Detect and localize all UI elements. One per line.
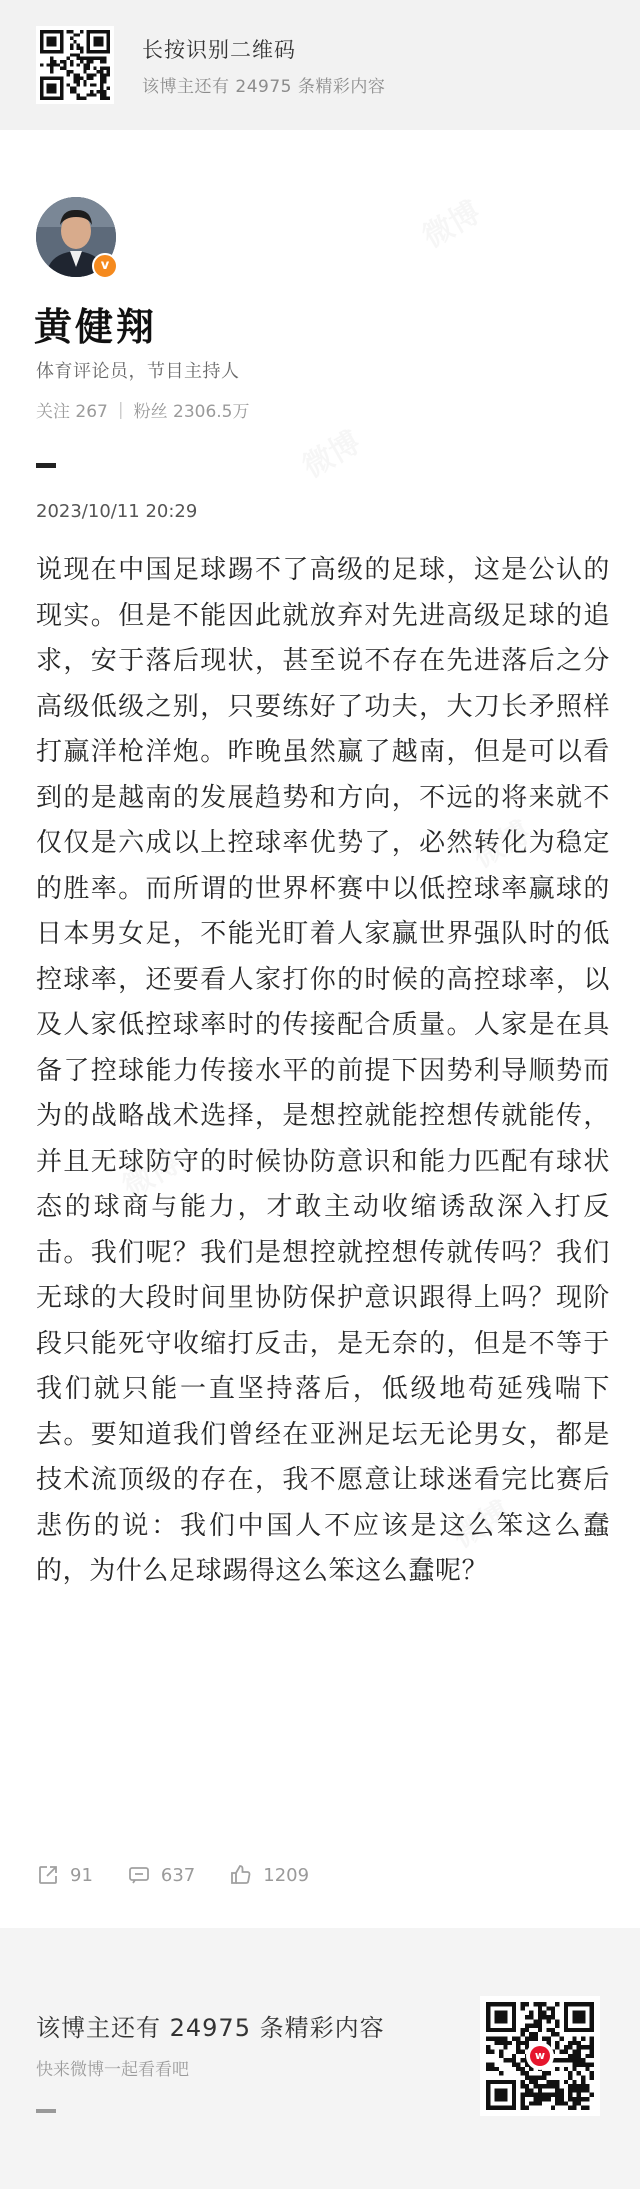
repost-button[interactable] — [36, 1863, 93, 1887]
post-timestamp: 2023/10/11 20:29 — [36, 501, 198, 522]
post-actions — [36, 1863, 343, 1887]
user-stats — [36, 397, 249, 422]
qr-prompt-title: 长按识别二维码 — [142, 38, 296, 62]
stats-separator: | — [117, 399, 124, 420]
section-divider — [36, 463, 56, 468]
post-body: 说现在中国足球踢不了高级的足球，这是公认的现实。但是不能因此就放弃对先进高级足球的追求，安于落后现状，甚至说不存在先进落后之分高级低级之别，只要练好了功夫，大刀长矛照样打赢洋枪洋炮。昨晚虽然赢了越南，但是可以看到的是越南的发展趋势和方向，不远的将来就不仅仅是六成以上控球率优势了，必然转化为稳定的胜率。而所谓的世界杯赛中以低控球率赢球的日本男女足，不能光盯着人家赢世界强队时的低控球率，还要看人家打你的时候的高控球率，以及人家低控球率时的传接配合质量。人家是在具备了控球能力传接水平的前提下因势利导顺势而为的战略战术选择，是想控就能控想传就能传，并且无球防守的时候协防意识和能力匹配有球状态的球商与能力，才敢主动收缩诱敌深入打反击。我们呢？我们是想控就控想传就传吗？我们无球的大段时间里协防保护意识跟得上吗？现阶段只能死守收缩打反击，是无奈的，但是不等于我们就只能一直坚持落后，低级地苟延残喘下去。要知道我们曾经在亚洲足坛无论男女，都是技术流顶级的存在，我不愿意让球迷看完比赛后悲伤的说：我们中国人不应该是这么笨这么蠢的，为什么足球踢得这么笨这么蠢呢？ — [36, 555, 610, 1586]
thumbs-up-icon — [229, 1863, 253, 1887]
watermark — [413, 188, 487, 256]
qr-code-icon[interactable] — [480, 1996, 600, 2116]
repost-icon — [36, 1863, 60, 1887]
watermark — [293, 418, 367, 486]
more-content-subtitle: 快来微博一起看看吧 — [36, 2060, 189, 2080]
weibo-logo-icon: w — [526, 2042, 554, 2070]
following-count[interactable]: 关注 267 — [36, 402, 108, 422]
comment-icon — [127, 1863, 151, 1887]
comment-button[interactable] — [127, 1863, 195, 1887]
user-name[interactable]: 黄健翔 — [34, 305, 158, 349]
comment-count: 637 — [160, 1864, 196, 1886]
user-bio: 体育评论员，节目主持人 — [36, 361, 240, 382]
verified-badge-icon: v — [92, 253, 118, 279]
qr-prompt-subtitle: 该博主还有 24975 条精彩内容 — [142, 77, 386, 97]
avatar[interactable] — [36, 197, 116, 277]
repost-count: 91 — [70, 1864, 93, 1886]
bottom-qr-banner — [0, 1928, 640, 2189]
qr-code-icon[interactable] — [36, 26, 114, 104]
section-divider — [36, 2109, 56, 2113]
top-qr-banner — [0, 0, 640, 130]
like-count: 1209 — [263, 1864, 310, 1886]
followers-count[interactable]: 粉丝 2306.5万 — [133, 402, 250, 422]
like-button[interactable] — [229, 1863, 309, 1887]
more-content-title: 该博主还有 24975 条精彩内容 — [36, 2014, 385, 2042]
